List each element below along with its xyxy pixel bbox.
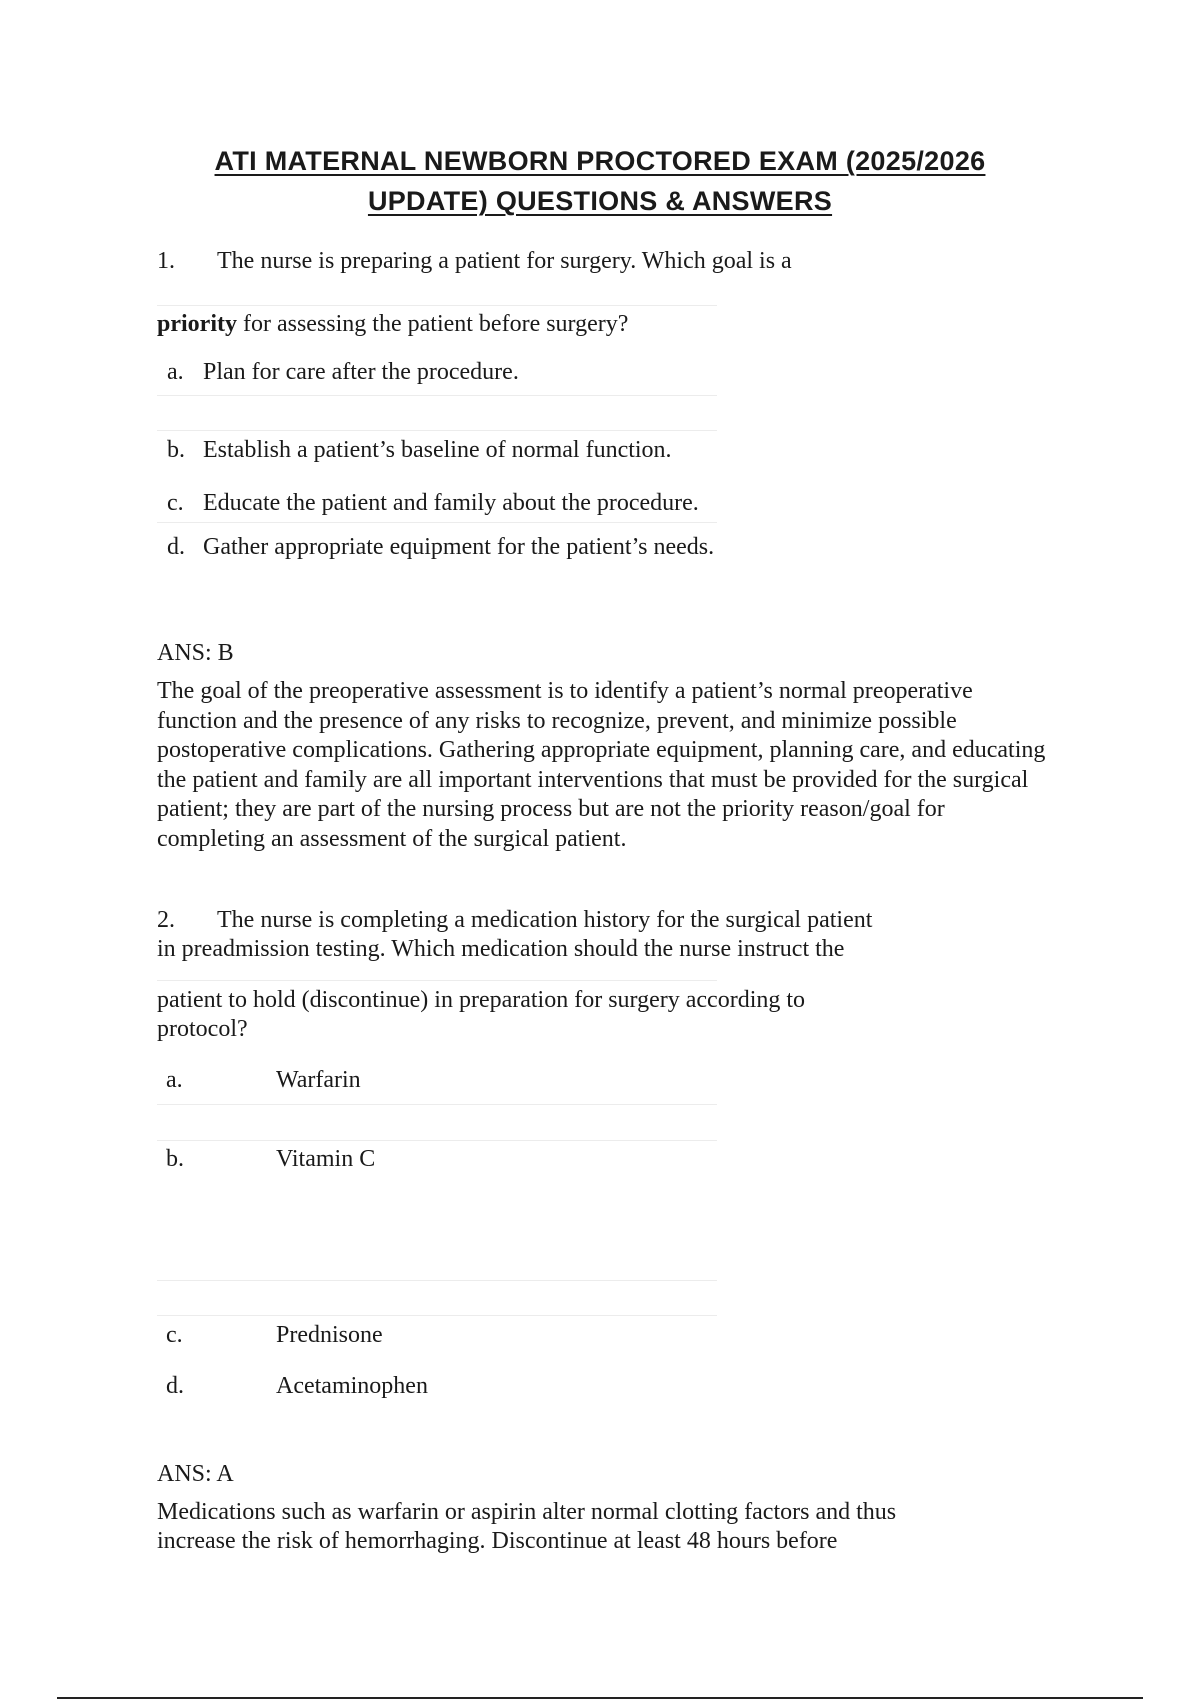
- question-1-option-c: [167, 488, 699, 518]
- document-title-line-2: UPDATE) QUESTIONS & ANSWERS: [367, 186, 833, 216]
- option-letter: c.: [167, 490, 184, 516]
- question-1-number: 1.: [157, 248, 175, 274]
- option-letter: b.: [166, 1146, 184, 1172]
- question-1-rationale: The goal of the preoperative assessment is to identify a patient’s normal preoperative function and the presence of any risks to recognize, prevent, and minimize possible postoperative complications. Gathering appropriate equipment, planning care, and educating the patient and family are all important interventions that must be provided for the surgical patient; they are part of the nursing process but are not the priority reason/goal for completing an assessment of the surgical patient.: [157, 678, 1046, 852]
- divider: [157, 1280, 717, 1281]
- option-text: Warfarin: [276, 1067, 361, 1093]
- option-text: Prednisone: [276, 1322, 383, 1348]
- divider: [157, 1315, 717, 1316]
- question-1-option-b: [167, 435, 672, 465]
- divider: [157, 1140, 717, 1141]
- question-1-answer: ANS: B: [157, 640, 234, 666]
- question-2-answer: ANS: A: [157, 1461, 234, 1487]
- question-2-rationale-line-1: Medications such as warfarin or aspirin alter normal clotting factors and thus: [157, 1499, 897, 1525]
- question-2-option-c: [166, 1320, 383, 1350]
- option-letter: c.: [166, 1322, 183, 1348]
- divider: [157, 1104, 717, 1105]
- question-2-stem-line-3: patient to hold (discontinue) in preparation for surgery according to: [157, 987, 806, 1013]
- question-1-emphasis: priority: [157, 311, 237, 337]
- question-2-option-b: [166, 1144, 375, 1174]
- question-2-stem-line-2: in preadmission testing. Which medication should the nurse instruct the: [157, 936, 845, 962]
- divider: [157, 305, 717, 306]
- option-letter: b.: [167, 437, 185, 463]
- question-1-stem-line-2: [157, 309, 628, 339]
- document-title-line-1: ATI MATERNAL NEWBORN PROCTORED EXAM (2025/2026: [214, 146, 986, 176]
- divider: [157, 395, 717, 396]
- question-1-option-d: [167, 532, 714, 562]
- option-text: Educate the patient and family about the procedure.: [203, 490, 699, 516]
- question-1-option-a: [167, 357, 519, 387]
- question-2-stem-text: The nurse is completing a medication history for the surgical patient: [217, 907, 873, 933]
- option-letter: d.: [167, 534, 185, 560]
- question-2-stem-line-4: protocol?: [157, 1016, 248, 1042]
- question-1-stem-line-1: [157, 246, 792, 276]
- question-2-stem-line-1: [157, 905, 872, 935]
- option-letter: d.: [166, 1373, 184, 1399]
- option-text: Establish a patient’s baseline of normal function.: [203, 437, 672, 463]
- question-2-option-a: [166, 1065, 361, 1095]
- option-text: Plan for care after the procedure.: [203, 359, 519, 385]
- footer-rule: [57, 1697, 1143, 1699]
- option-letter: a.: [166, 1067, 183, 1093]
- option-text: Gather appropriate equipment for the patient’s needs.: [203, 534, 715, 560]
- option-text: Acetaminophen: [276, 1373, 428, 1399]
- option-text: Vitamin C: [276, 1146, 376, 1172]
- divider: [157, 522, 717, 523]
- divider: [157, 980, 717, 981]
- question-1-stem-rest: for assessing the patient before surgery?: [236, 311, 629, 337]
- option-letter: a.: [167, 359, 184, 385]
- question-1-stem-text: The nurse is preparing a patient for surgery. Which goal is a: [217, 248, 792, 274]
- question-2-option-d: [166, 1371, 428, 1401]
- divider: [157, 430, 717, 431]
- question-2-rationale-line-2: increase the risk of hemorrhaging. Discontinue at least 48 hours before: [157, 1528, 838, 1554]
- question-2-number: 2.: [157, 907, 175, 933]
